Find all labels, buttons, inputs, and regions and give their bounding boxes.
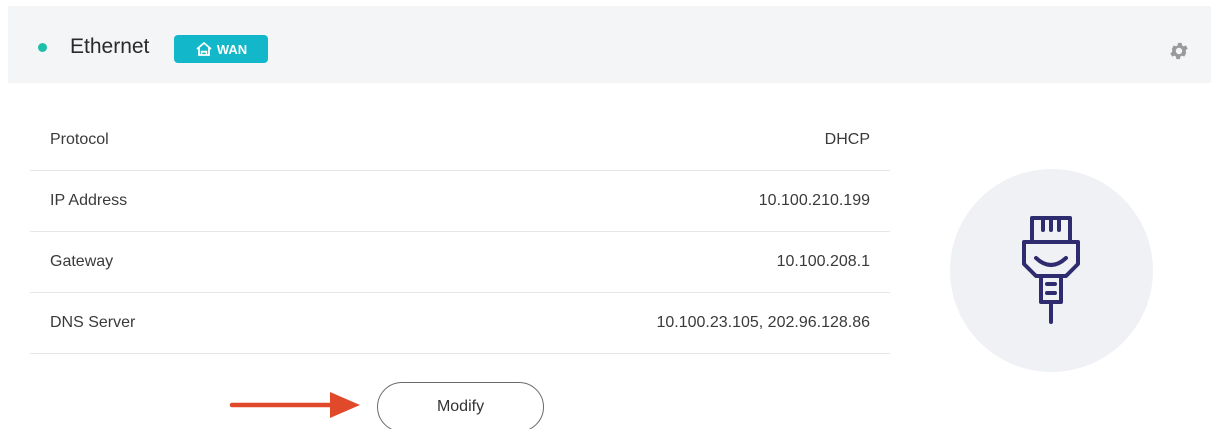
dns-server-label: DNS Server <box>50 314 136 331</box>
connection-info-table <box>30 110 890 354</box>
protocol-label: Protocol <box>50 131 109 148</box>
status-indicator <box>38 43 47 52</box>
gateway-label: Gateway <box>50 253 114 270</box>
gear-icon[interactable] <box>1168 40 1190 62</box>
ip-address-label: IP Address <box>50 192 128 209</box>
dns-server-value: 10.100.23.105, 202.96.128.86 <box>656 314 870 331</box>
info-row-dns-server <box>30 293 890 354</box>
info-row-gateway <box>30 232 890 293</box>
ip-address-value: 10.100.210.199 <box>758 192 870 209</box>
info-row-ip-address <box>30 171 890 232</box>
interface-title: Ethernet <box>70 35 150 58</box>
info-row-protocol <box>30 110 890 171</box>
ethernet-plug-icon <box>1014 214 1088 326</box>
wan-badge-label: WAN <box>216 41 248 57</box>
home-network-icon <box>195 41 213 57</box>
protocol-value: DHCP <box>824 131 870 148</box>
pointer-arrow <box>228 388 366 422</box>
wan-badge <box>174 35 268 63</box>
modify-button[interactable]: Modify <box>377 382 544 429</box>
card-header <box>8 6 1211 83</box>
gateway-value: 10.100.208.1 <box>776 253 870 270</box>
